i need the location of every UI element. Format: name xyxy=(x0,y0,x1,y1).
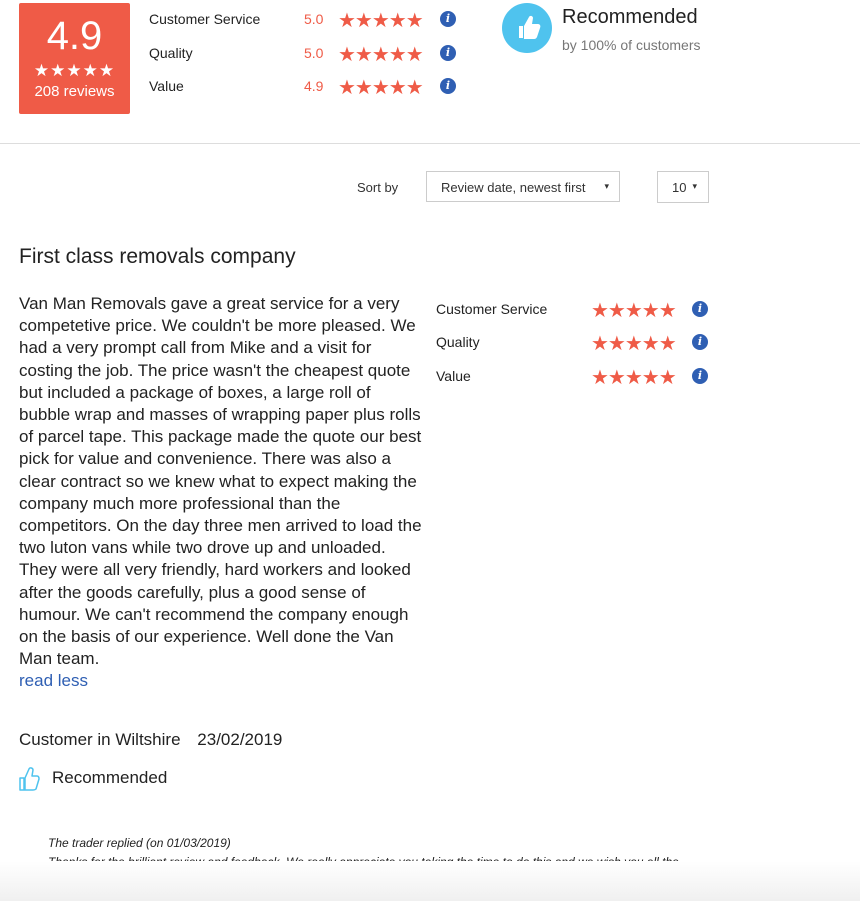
info-icon[interactable]: i xyxy=(440,78,456,94)
overall-stars: ★★★★★ xyxy=(33,61,116,80)
rating-label: Quality xyxy=(436,334,480,351)
summary-ratings xyxy=(149,8,469,109)
rating-value: 5.0 xyxy=(304,11,324,27)
review-rating-value xyxy=(436,367,716,400)
summary-rating-customer-service xyxy=(149,8,469,42)
rating-label: Customer Service xyxy=(436,301,548,317)
review-rating-customer-service xyxy=(436,300,716,333)
chevron-down-icon: ▾ xyxy=(692,181,697,191)
rating-stars: ★★★★★ xyxy=(591,333,676,356)
chevron-down-icon: ▾ xyxy=(604,181,609,191)
rating-stars: ★★★★★ xyxy=(338,43,423,66)
review-date: 23/02/2019 xyxy=(197,730,283,749)
rating-stars: ★★★★★ xyxy=(591,300,676,322)
sort-label: Sort by xyxy=(357,180,399,195)
rating-value: 5.0 xyxy=(304,44,324,61)
reviewer-name: Customer in Wiltshire xyxy=(19,730,181,749)
sort-select-value: Review date, newest first xyxy=(441,180,586,195)
rating-label: Value xyxy=(436,367,471,384)
info-icon[interactable]: i xyxy=(440,11,456,27)
sort-select[interactable] xyxy=(426,171,620,202)
review-rating-quality xyxy=(436,333,716,366)
info-icon[interactable]: i xyxy=(692,334,708,350)
thumbs-up-icon xyxy=(18,765,40,798)
overall-score-badge xyxy=(19,3,130,114)
summary-rating-quality xyxy=(149,42,469,76)
rating-stars: ★★★★★ xyxy=(591,366,676,389)
recommended-title: Recommended xyxy=(562,6,698,28)
bottom-fade xyxy=(0,861,860,901)
thumbs-up-icon xyxy=(502,3,552,53)
summary-rating-value xyxy=(149,75,469,109)
review-recommended: Recommended xyxy=(52,768,168,787)
rating-label: Value xyxy=(149,78,184,94)
rating-stars: ★★★★★ xyxy=(338,10,423,32)
read-less-link[interactable]: read less xyxy=(19,671,88,691)
review-text: Van Man Removals gave a great service for a very competetive price. We couldn't be more pleased. We had a very prompt call from Mike and a visit for costing the job. The price wasn't the cheapest quote but included a package of boxes, a large roll of bubble wrap and masses of wrapping paper plus rolls of parcel tape. This package made the quote our best pick for value and convenience. There was also a clear contract so we knew what to expect making the company much more professional than the competitors. On the day three men arrived to load the two luton vans while two drove up and unloaded. They were all very friendly, hard workers and looked after the goods carefully, plus a good sense of humour. We can't recommend the company enough on the basis of our experience. Well done the Van Man team. xyxy=(19,294,422,669)
info-icon[interactable]: i xyxy=(440,45,456,61)
per-page-value: 10 xyxy=(672,180,687,195)
reply-heading: The trader replied (on 01/03/2019) xyxy=(48,836,231,850)
info-icon[interactable]: i xyxy=(692,368,708,384)
section-divider xyxy=(0,143,860,144)
review-body xyxy=(19,293,424,693)
review-ratings xyxy=(436,300,716,400)
rating-label: Quality xyxy=(149,44,193,61)
info-icon[interactable]: i xyxy=(692,301,708,317)
rating-stars: ★★★★★ xyxy=(338,77,423,99)
rating-label: Customer Service xyxy=(149,11,261,27)
rating-value: 4.9 xyxy=(304,78,324,94)
per-page-select[interactable] xyxy=(657,171,709,203)
overall-score: 4.9 xyxy=(46,14,103,58)
recommended-subtitle: by 100% of customers xyxy=(562,37,701,53)
review-count: 208 reviews xyxy=(34,83,115,100)
reviewer-line xyxy=(19,730,282,750)
review-title: First class removals company xyxy=(19,245,296,268)
